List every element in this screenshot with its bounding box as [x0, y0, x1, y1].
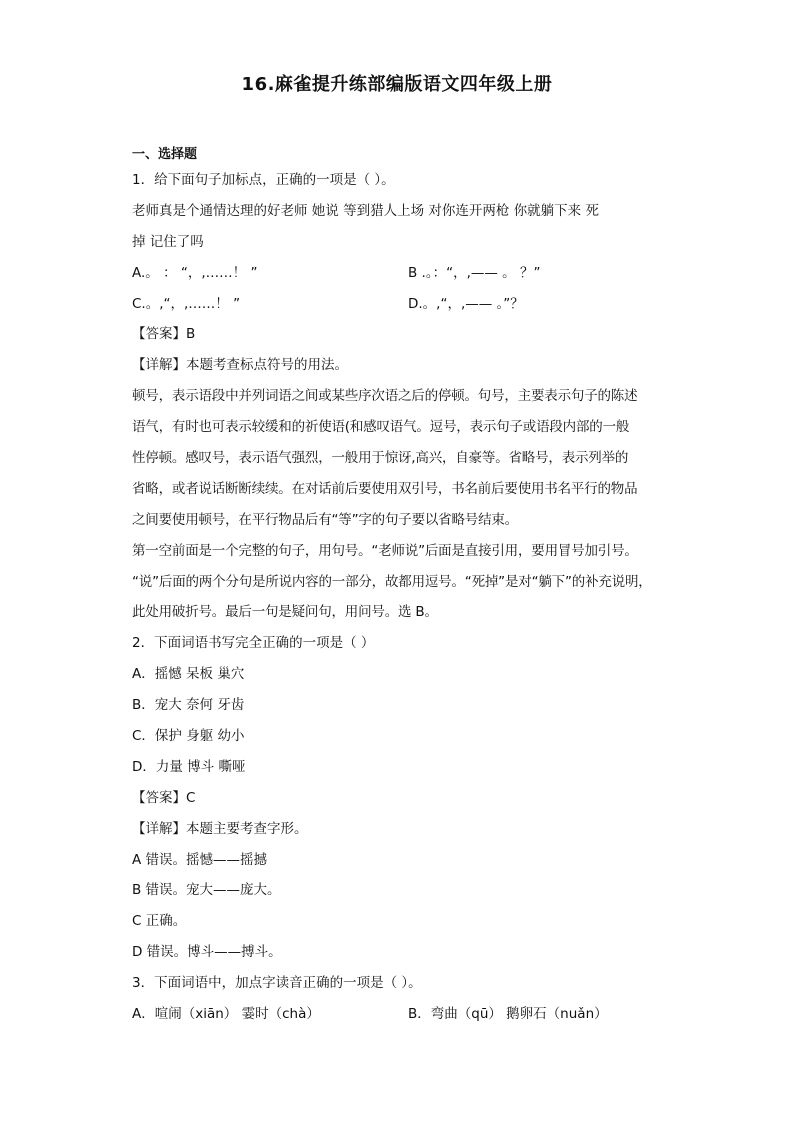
- q1-detail-line: 省略，或者说话断断续续。在对话前后要使用双引号，书名前后要使用书名平行的物品: [132, 480, 638, 497]
- detail-intro-text: 本题考查标点符号的用法。: [186, 357, 348, 374]
- q1-detail-line: 性停顿。感叹号，表示语气强烈，一般用于惊讶,高兴，自豪等。省略号，表示列举的: [132, 450, 629, 467]
- q2-option-c: C．保护 身躯 幼小: [132, 728, 245, 745]
- q2-option-a: A．摇憾 呆板 巢穴: [132, 666, 245, 683]
- q1-options-row-1: [132, 258, 677, 289]
- q2-detail-intro: [132, 814, 677, 845]
- q1-detail-line: 此处用破折号。最后一句是疑问句，用问号。选 B。: [132, 604, 438, 621]
- detail-tag: 【详解】: [132, 357, 186, 374]
- detail-tag: 【详解】: [132, 820, 186, 837]
- q1-answer: [132, 319, 677, 350]
- q1-detail-line: 语气，有时也可表示较缓和的祈使语(和感叹语气。逗号，表示句子或语段内部的一般: [132, 419, 630, 436]
- q1-stem: 1．给下面句子加标点，正确的一项是（ ）。: [132, 172, 395, 188]
- section-heading: 一、选择题: [132, 147, 198, 162]
- q1-detail-line: 之间要使用顿号，在平行物品后有“等”字的句子要以省略号结束。: [132, 511, 518, 528]
- q2-stem: 2．下面词语书写完全正确的一项是（ ）: [132, 635, 375, 652]
- q2-detail-line: C 正确。: [132, 913, 187, 930]
- document-title: 16.麻雀提升练部编版语文四年级上册: [241, 74, 553, 95]
- q2-option-b: B．宠大 奈何 牙齿: [132, 697, 245, 714]
- q1-sentence-line-2: 掉 记住了吗: [132, 233, 204, 250]
- q3-option-b: B．弯曲（qū） 鹅卵石（nuǎn）: [408, 1006, 608, 1023]
- q3-options-row-1: [132, 999, 677, 1030]
- answer-value: B: [186, 326, 196, 343]
- q1-option-d: D.。,“，,—— 。”？: [408, 295, 524, 312]
- q1-sentence-line-1: 老师真是个通情达理的好老师 她说 等到猎人上场 对你连开两枪 你就躺下来 死: [132, 202, 599, 219]
- q3-stem: 3．下面词语中，加点字读音正确的一项是（ ）。: [132, 975, 422, 992]
- detail-intro-text: 本题主要考查字形。: [186, 820, 308, 837]
- answer-value: C: [186, 789, 196, 806]
- q3-option-a: A．喧闹（xiān） 霎时（chà）: [132, 1006, 320, 1023]
- q1-detail-intro: [132, 350, 677, 381]
- q1-options-row-2: [132, 289, 677, 320]
- q1-option-b: B .。：“，,—— 。 ？”: [408, 264, 541, 281]
- q2-detail-line: D 错误。博斗——搏斗。: [132, 944, 282, 961]
- q2-detail-line: B 错误。宠大——庞大。: [132, 882, 281, 899]
- q2-option-d: D．力量 博斗 嘶哑: [132, 758, 246, 775]
- answer-tag: 【答案】: [132, 789, 186, 806]
- q1-option-a: A.。 ： “，,……！ ”: [132, 264, 258, 281]
- answer-tag: 【答案】: [132, 326, 186, 343]
- q1-detail-line: 顿号，表示语段中并列词语之间或某些序次语之后的停顿。句号，主要表示句子的陈述: [132, 388, 638, 405]
- q2-answer: [132, 783, 677, 814]
- q1-option-c: C.。,“，,……！ ”: [132, 295, 241, 312]
- q2-detail-line: A 错误。摇憾——摇撼: [132, 851, 268, 868]
- q1-detail-line: 第一空前面是一个完整的句子，用句号。“老师说”后面是直接引用，要用冒号加引号。: [132, 542, 638, 559]
- q1-detail-line: “说”后面的两个分句是所说内容的一部分，故都用逗号。“死掉”是对“躺下”的补充说明，: [132, 573, 652, 590]
- document-body: [132, 145, 677, 1030]
